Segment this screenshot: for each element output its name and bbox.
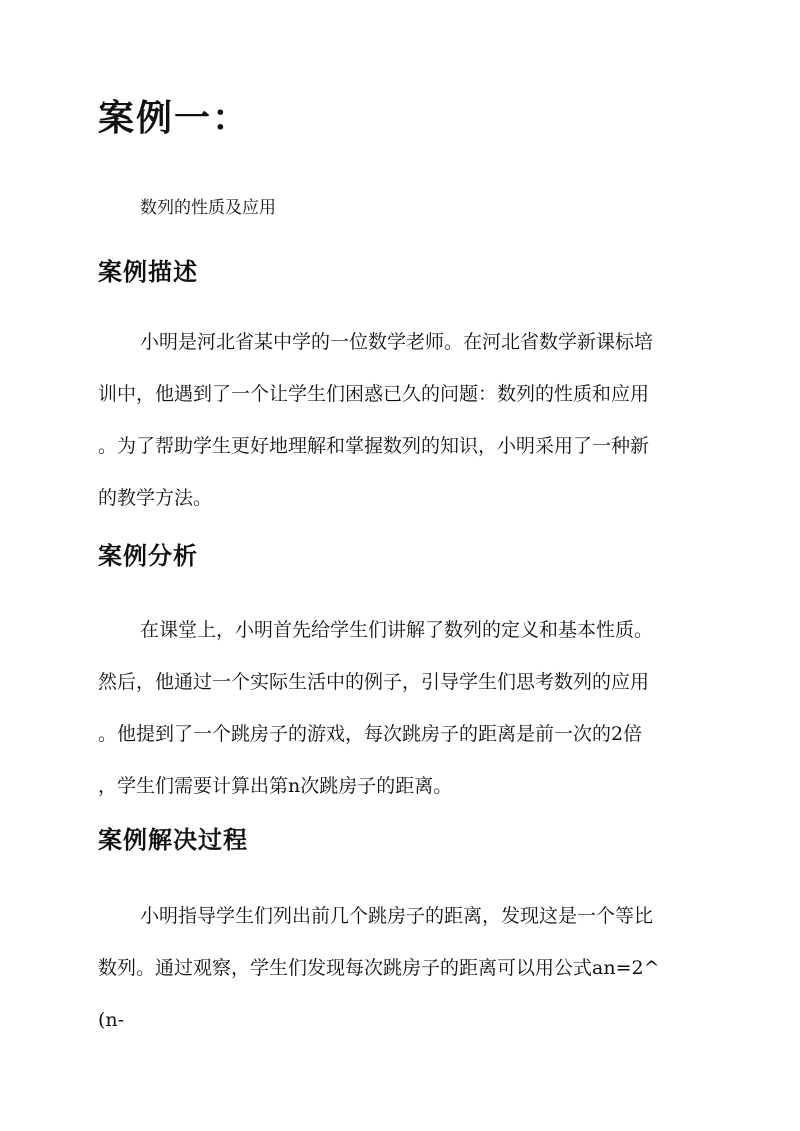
section-paragraph-analysis [98, 604, 704, 812]
paragraph-line: 小明指导学生们列出前几个跳房子的距离，发现这是一个等比 [140, 905, 654, 927]
paragraph-line: 小明是河北省某中学的一位数学老师。在河北省数学新课标培 [140, 331, 654, 353]
paragraph-line: 数列。通过观察，学生们发现每次跳房子的距离可以用公式an=2^ [98, 957, 660, 979]
section-paragraph-description [98, 316, 704, 524]
paragraph-line: 训中，他遇到了一个让学生们困惑已久的问题：数列的性质和应用 [98, 383, 650, 405]
document-title: 案例一： [98, 97, 251, 139]
paragraph-line: 。他提到了一个跳房子的游戏，每次跳房子的距离是前一次的2倍 [98, 723, 643, 745]
paragraph-line: 在课堂上，小明首先给学生们讲解了数列的定义和基本性质。 [140, 619, 654, 641]
paragraph-line: 。为了帮助学生更好地理解和掌握数列的知识，小明采用了一种新 [98, 435, 650, 457]
paragraph-line: 的教学方法。 [98, 487, 213, 509]
section-heading-analysis: 案例分析 [98, 541, 198, 570]
paragraph-line: (n- [98, 1009, 125, 1031]
paragraph-line: 然后，他通过一个实际生活中的例子，引导学生们思考数列的应用 [98, 671, 650, 693]
document-subtitle: 数列的性质及应用 [140, 198, 276, 218]
section-heading-description: 案例描述 [98, 257, 198, 286]
section-heading-solution: 案例解决过程 [98, 825, 248, 854]
paragraph-line: ，学生们需要计算出第n次跳房子的距离。 [98, 775, 453, 797]
section-paragraph-solution [98, 890, 704, 1046]
